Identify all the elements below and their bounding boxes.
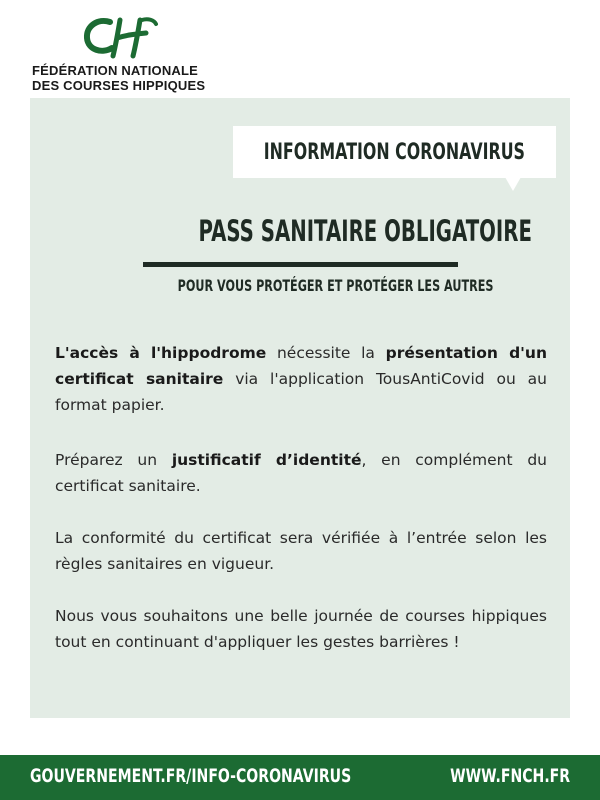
fnch-logo — [32, 16, 232, 96]
access-text-end: via l'application TousAntiCovid ou au format papier. — [55, 370, 547, 414]
footer-fnch-link[interactable]: WWW.FNCH.FR — [450, 765, 570, 787]
subheadline — [110, 276, 494, 295]
identity-emphasis: justificatif d’identité — [171, 451, 362, 469]
identity-text-end: , en complément du certificat sanitaire. — [55, 451, 547, 495]
subheadline-text: POUR VOUS PROTÉGER ET PROTÉGER LES AUTRES — [177, 276, 494, 295]
access-emphasis: L'accès à l'hippodrome — [55, 344, 267, 362]
paragraph-identity — [55, 447, 547, 499]
ch-logo-icon — [80, 16, 160, 62]
org-name-line1: FÉDÉRATION NATIONALE — [32, 63, 199, 78]
paragraph-wishes: Nous vous souhaitons une belle journée de courses hippiques tout en continuant d'appliquer les gestes barrières ! — [55, 607, 547, 651]
identity-text: Préparez un — [55, 451, 172, 469]
headline-underline — [143, 262, 458, 267]
info-banner — [233, 126, 556, 178]
access-text: nécessite la — [266, 344, 386, 362]
headline-text: PASS SANITAIRE OBLIGATOIRE — [198, 214, 532, 248]
paragraph-verification: La conformité du certificat sera vérifiée à l’entrée selon les règles sanitaires en vigueur. — [55, 529, 547, 573]
speech-bubble-tail — [505, 177, 521, 191]
headline — [120, 214, 532, 248]
footer-gouv-link[interactable]: GOUVERNEMENT.FR/INFO-CORONAVIRUS — [30, 765, 352, 787]
footer-bar — [0, 755, 600, 800]
org-name-line2: DES COURSES HIPPIQUES — [32, 78, 206, 93]
certificate-emphasis: présentation d'un certificat sanitaire — [55, 344, 547, 388]
paragraph-access — [55, 340, 547, 418]
info-banner-text: INFORMATION CORONAVIRUS — [263, 139, 526, 165]
